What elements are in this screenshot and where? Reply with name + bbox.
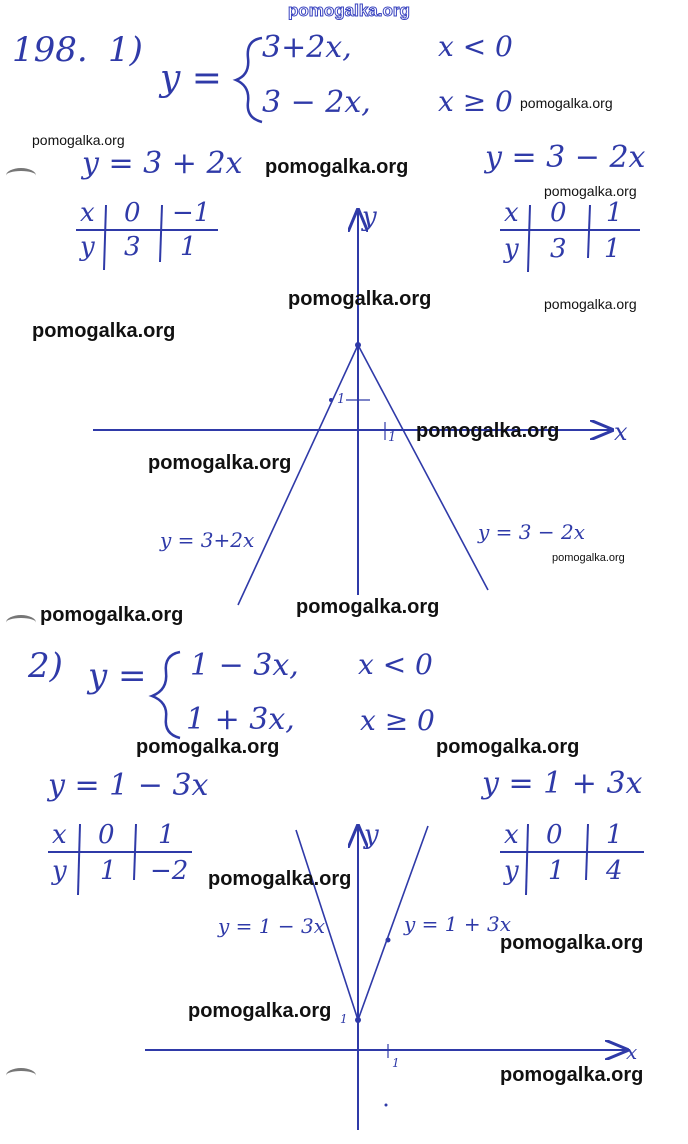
part1-case1-cond: x < 0 — [438, 30, 513, 63]
cell-x-1: 0 — [550, 198, 567, 228]
part2-case2-cond: x ≥ 0 — [360, 704, 435, 737]
watermark: pomogalka.org — [32, 320, 176, 342]
watermark: pomogalka.org — [32, 132, 125, 148]
watermark: pomogalka.org — [188, 1000, 332, 1022]
graph1-right-line-label: y = 3 − 2x — [478, 520, 585, 544]
cell-x-label: x — [504, 820, 519, 850]
cell-x-2: −1 — [172, 198, 211, 228]
part2-left-title: y = 1 − 3x — [48, 768, 209, 803]
problem-number: 198. — [12, 30, 88, 70]
part2-case1-expr: 1 − 3x, — [190, 648, 299, 683]
watermark-top: pomogalka.org — [288, 1, 410, 20]
page-curl-mark — [6, 1068, 36, 1083]
cell-y-1: 1 — [100, 856, 117, 886]
cell-x-2: 1 — [158, 820, 175, 850]
cell-x-1: 0 — [124, 198, 141, 228]
graph1-unit-y: 1 — [337, 392, 346, 407]
graph2-left-line-label: y = 1 − 3x — [218, 914, 325, 938]
graph1-vertex-point — [355, 342, 361, 348]
watermark: pomogalka.org — [500, 932, 644, 954]
watermark: pomogalka.org — [148, 452, 292, 474]
part1-left-title: y = 3 + 2x — [82, 146, 243, 181]
watermark: pomogalka.org — [136, 736, 280, 758]
watermark: pomogalka.org — [544, 296, 637, 312]
part1-case2-expr: 3 − 2x, — [262, 85, 371, 120]
cell-y-label: y — [504, 234, 519, 264]
graph2-vertex-point — [355, 1017, 361, 1023]
watermark: pomogalka.org — [288, 288, 432, 310]
cell-x-1: 0 — [98, 820, 115, 850]
cell-y-label: y — [52, 856, 67, 886]
cell-y-2: 4 — [606, 856, 623, 886]
part2-case2-expr: 1 + 3x, — [186, 702, 295, 737]
cell-x-2: 1 — [606, 198, 623, 228]
cell-x-label: x — [504, 198, 519, 228]
graph2-point-right — [386, 938, 391, 943]
part2-right-title: y = 1 + 3x — [482, 766, 643, 801]
graph2-x-axis-label: x — [626, 1040, 638, 1064]
part1-y-equals: y = — [160, 58, 222, 99]
brace-1 — [236, 38, 262, 122]
brace-2 — [152, 652, 180, 738]
watermark: pomogalka.org — [552, 552, 625, 564]
graph1-right-line — [358, 345, 488, 590]
cell-y-1: 1 — [548, 856, 565, 886]
part1-case2-cond: x ≥ 0 — [438, 85, 513, 118]
cell-x-label: x — [80, 198, 95, 228]
part1-label: 1) — [108, 30, 143, 70]
watermark: pomogalka.org — [500, 1064, 644, 1086]
cell-y-1: 3 — [550, 234, 567, 264]
cell-y-label: y — [504, 856, 519, 886]
watermark: pomogalka.org — [436, 736, 580, 758]
part1-case1-expr: 3+2x, — [262, 30, 352, 65]
watermark: pomogalka.org — [416, 420, 560, 442]
graph1-left-line — [238, 345, 358, 605]
graph1-left-line-label: y = 3+2x — [160, 528, 255, 552]
watermark: pomogalka.org — [520, 95, 613, 111]
part1-right-title: y = 3 − 2x — [485, 140, 646, 175]
page-curl-mark — [6, 168, 36, 183]
cell-y-2: 1 — [604, 234, 621, 264]
part2-case1-cond: x < 0 — [358, 648, 433, 681]
cell-y-2: 1 — [180, 232, 197, 262]
cell-x-2: 1 — [606, 820, 623, 850]
watermark: pomogalka.org — [40, 604, 184, 626]
watermark: pomogalka.org — [544, 183, 637, 199]
graph1-y-axis-label: y — [362, 202, 377, 232]
graph2-unit-y: 1 — [340, 1012, 348, 1026]
part2-y-equals: y = — [88, 656, 147, 696]
watermark: pomogalka.org — [208, 868, 352, 890]
graph1-point-left — [329, 398, 333, 402]
cell-y-2: −2 — [150, 856, 189, 886]
graph1-unit-x: 1 — [388, 430, 397, 445]
cell-x-label: x — [52, 820, 67, 850]
graph2-unit-x: 1 — [392, 1056, 400, 1070]
watermark: pomogalka.org — [265, 156, 409, 178]
watermark: pomogalka.org — [296, 596, 440, 618]
page-curl-mark — [6, 615, 36, 630]
cell-x-1: 0 — [546, 820, 563, 850]
cell-y-label: y — [80, 232, 95, 262]
graph2-right-line-label: y = 1 + 3x — [404, 912, 511, 936]
graph2-dot — [385, 1104, 388, 1107]
graph1-x-axis-label: x — [614, 418, 628, 446]
cell-y-1: 3 — [124, 232, 141, 262]
part2-label: 2) — [28, 646, 63, 686]
graph2-y-axis-label: y — [364, 820, 379, 850]
